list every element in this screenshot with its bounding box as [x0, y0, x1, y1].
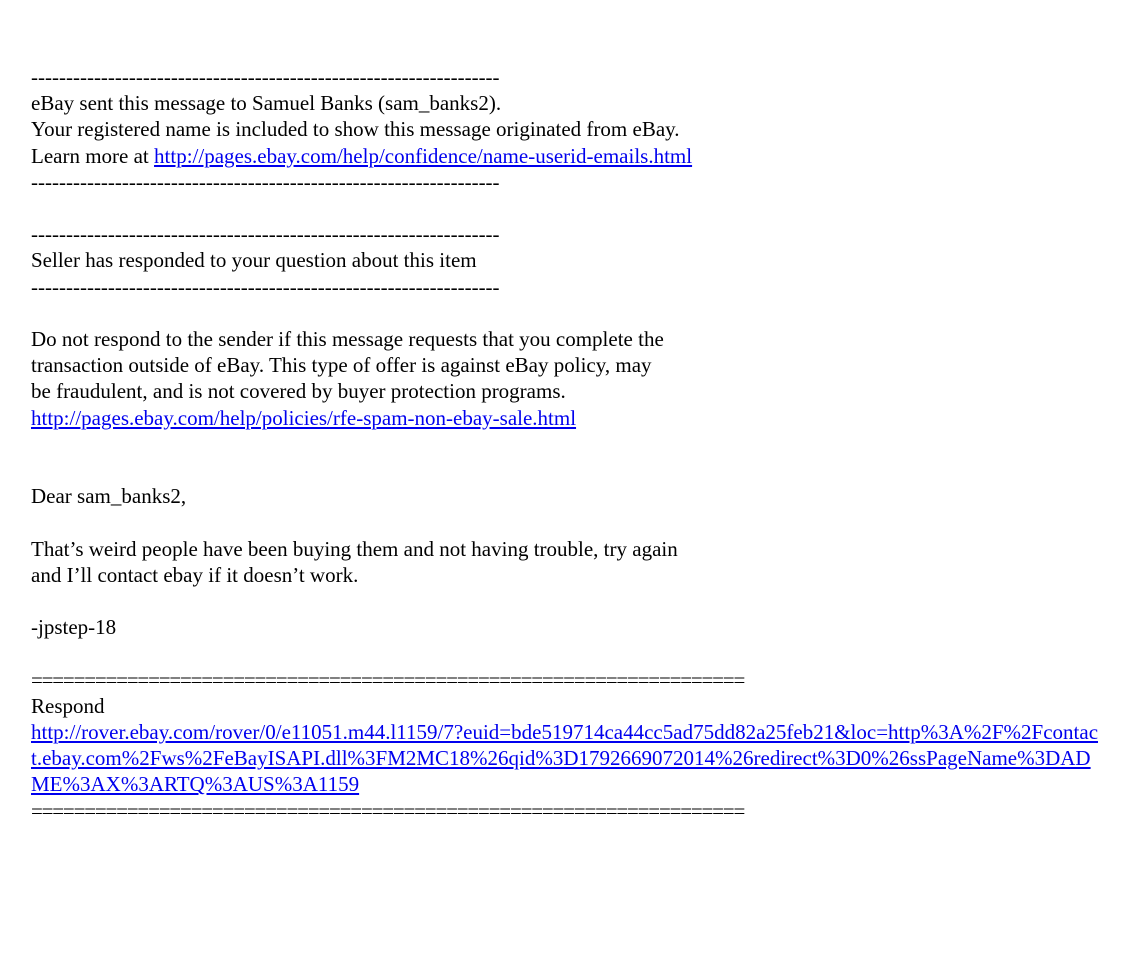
subject-title: Seller has responded to your question about this item — [31, 248, 477, 273]
learn-more-prefix: Learn more at — [31, 143, 155, 168]
divider-top: ------------------------------------------------------------------- — [31, 65, 500, 89]
respond-label: Respond — [31, 693, 105, 718]
policy-link[interactable]: http://pages.ebay.com/help/policies/rfe-spam-non-ebay-sale.html — [31, 405, 577, 430]
signature: -jpstep-18 — [31, 615, 117, 640]
registered-name-notice: Your registered name is included to show this message originated from eBay. — [31, 117, 680, 142]
subject-divider-top: ------------------------------------------------------------------- — [31, 222, 500, 247]
greeting: Dear sam_banks2, — [31, 484, 187, 509]
spacer — [31, 431, 1116, 457]
message-line-2: and I’ll contact ebay if it doesn’t work. — [31, 562, 359, 587]
spacer — [31, 300, 1116, 326]
sent-to-notice: eBay sent this message to Samuel Banks (sam_banks2). — [31, 91, 502, 116]
warning-line-2: transaction outside of eBay. This type of offer is against eBay policy, may — [31, 353, 652, 378]
learn-more-line — [31, 143, 1116, 169]
spacer — [31, 588, 1116, 614]
spacer — [31, 509, 1116, 535]
message-line-1: That’s weird people have been buying them and not having trouble, try again — [31, 536, 678, 561]
respond-divider-bottom: =================================================================== — [31, 798, 745, 823]
spacer — [31, 640, 1116, 666]
divider-bottom: ------------------------------------------------------------------- — [31, 169, 500, 194]
subject-divider-bottom: ------------------------------------------------------------------- — [31, 274, 500, 299]
email-body — [31, 64, 1116, 824]
respond-divider-top: =================================================================== — [31, 667, 745, 692]
policy-link-line — [31, 405, 1116, 431]
respond-link[interactable]: http://rover.ebay.com/rover/0/e11051.m44.l1159/7?euid=bde519714ca44cc5ad75dd82a25feb21&loc=http%3A%2F%2Fcontact.ebay.com%2Fws%2FeBayISAPI.dll%3FM2MC18%26qid%3D1792669072014%26redirect%3D0%26ssPageName%3DADME%3AX%3ARTQ%3AUS%3A1159 — [31, 719, 1099, 797]
learn-more-link[interactable]: http://pages.ebay.com/help/confidence/name-userid-emails.html — [154, 143, 693, 168]
warning-line-3: be fraudulent, and is not covered by buyer protection programs. — [31, 379, 566, 404]
spacer — [31, 195, 1116, 221]
spacer — [31, 457, 1116, 483]
warning-line-1: Do not respond to the sender if this message requests that you complete the — [31, 327, 664, 351]
